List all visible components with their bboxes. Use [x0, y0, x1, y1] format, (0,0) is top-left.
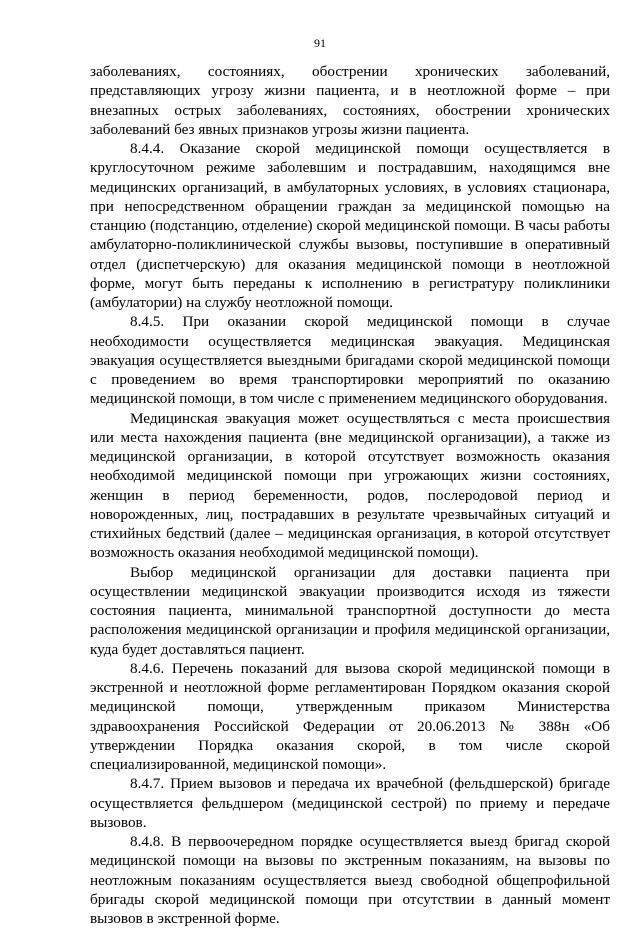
paragraph-8-4-6: 8.4.6. Перечень показаний для вызова скорой медицинской помощи в экстренной и неотложной форме регламентирован Порядком оказания скорой медицинской помощи, утвержденным приказом Министерства здравоохранения Российской Федерации от 20.06.2013 № 388н «Об утверждении Порядка оказания скорой, в том числе скорой специализированной, медицинской помощи».	[90, 659, 610, 773]
paragraph-8-4-7: 8.4.7. Прием вызовов и передача их врачебной (фельдшерской) бригаде осуществляется фельдшером (медицинской сестрой) по приему и передаче вызовов.	[90, 775, 610, 831]
paragraph-organization-choice: Выбор медицинской организации для доставки пациента при осуществлении медицинской эвакуации производится исходя из тяжести состояния пациента, минимальной транспортной доступности до места расположения медицинской организации и профиля медицинской организации, куда будет доставляться пациент.	[90, 563, 610, 658]
paragraph-8-4-4: 8.4.4. Оказание скорой медицинской помощи осуществляется в круглосуточном режиме заболевшим и пострадавшим, находящимся вне медицинских организаций, в амбулаторных условиях, в условиях стационара, при непосредственном обращении граждан за медицинской помощью на станцию (подстанцию, отделение) скорой медицинской помощи. В часы работы амбулаторно-поликлинической службы вызовы, поступившие в оперативный отдел (диспетчерскую) для оказания медицинской помощи в неотложной форме, могут быть переданы к исполнению в регистратуру поликлиники (амбулатории) на службу неотложной помощи.	[90, 140, 610, 311]
paragraph-8-4-8: 8.4.8. В первоочередном порядке осуществляется выезд бригад скорой медицинской помощи на вызовы по экстренным показаниям, на вызовы по неотложным показаниям осуществляется выезд свободной общепрофильной бригады скорой медицинской помощи при отсутствии в данный момент вызовов в экстренной форме.	[90, 833, 610, 927]
document-body	[90, 62, 610, 928]
paragraph-continuation: заболеваниях, состояниях, обострении хронических заболеваний, представляющих угрозу жизни пациента, и в неотложной форме – при внезапных острых заболеваниях, состояниях, обострении хронических заболеваний без явных признаков угрозы жизни пациента.	[90, 63, 610, 138]
page-number: 91	[314, 36, 326, 50]
paragraph-medical-evacuation: Медицинская эвакуация может осуществляться с места происшествия или места нахождения пациента (вне медицинской организации), а также из медицинской организации, в которой отсутствует возможность оказания необходимой медицинской помощи при угрожающих жизни состояниях, женщин в период беременности, родов, послеродовой период и новорожденных, лиц, пострадавших в результате чрезвычайных ситуаций и стихийных бедствий (далее – медицинская организация, в которой отсутствует возможность оказания необходимой медицинской помощи).	[90, 409, 610, 562]
paragraph-8-4-5: 8.4.5. При оказании скорой медицинской помощи в случае необходимости осуществляется медицинская эвакуация. Медицинская эвакуация осуществляется выездными бригадами скорой медицинской помощи с проведением во время транспортировки мероприятий по оказанию медицинской помощи, в том числе с применением медицинского оборудования.	[90, 313, 610, 408]
